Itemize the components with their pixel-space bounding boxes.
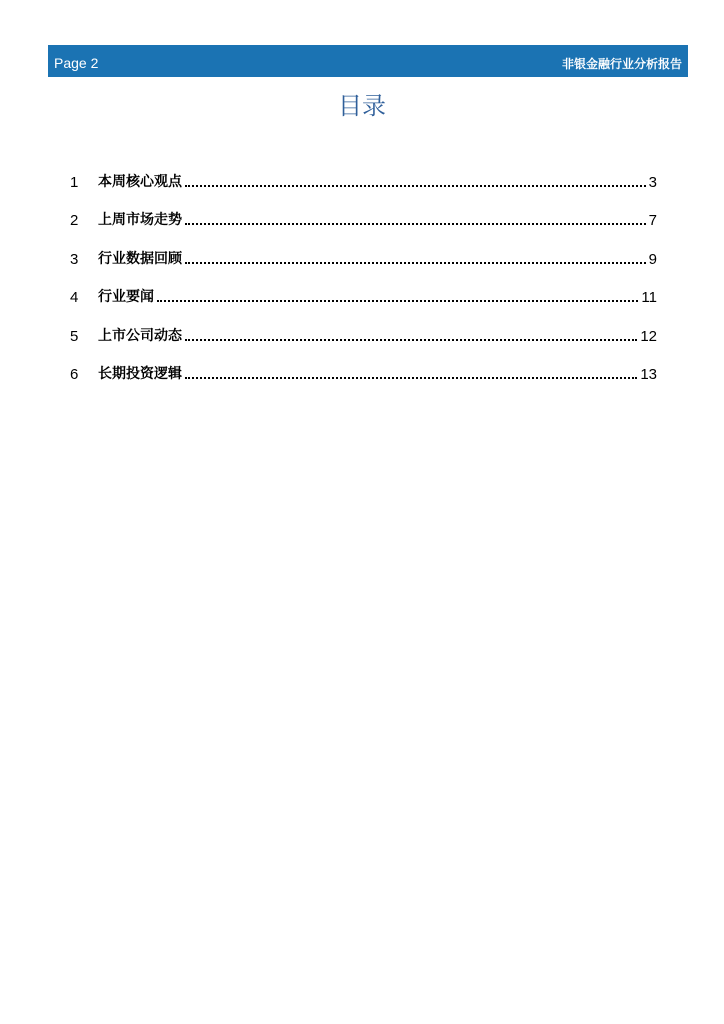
toc-dot-leader [185, 339, 637, 341]
toc-entry-text: 行业要闻 [98, 289, 154, 305]
toc-entry-number: 6 [70, 366, 79, 383]
toc-entry-company-updates[interactable] [70, 314, 657, 353]
toc-list [70, 160, 657, 391]
toc-entry-page: 7 [648, 212, 657, 229]
page-number-label: Page 2 [54, 55, 99, 71]
toc-entry-number: 5 [70, 327, 79, 345]
toc-entry-page: 9 [648, 250, 657, 268]
toc-entry-market-trend[interactable] [70, 199, 657, 238]
toc-entry-page: 3 [648, 173, 657, 191]
toc-entry-text: 上市公司动态 [98, 327, 182, 344]
toc-entry-text: 上周市场走势 [98, 212, 182, 228]
toc-entry-page: 12 [640, 327, 657, 345]
toc-entry-number: 4 [70, 289, 79, 306]
toc-entry-page: 11 [641, 289, 657, 306]
toc-entry-number: 2 [70, 212, 79, 229]
toc-entry-text: 长期投资逻辑 [98, 366, 182, 382]
page-header-bar [48, 45, 688, 77]
toc-entry-text: 行业数据回顾 [98, 250, 182, 267]
toc-title: 目录 [338, 92, 386, 120]
toc-entry-text: 本周核心观点 [98, 173, 182, 190]
toc-entry-long-term-logic[interactable] [70, 353, 657, 392]
toc-entry-number: 3 [70, 250, 79, 268]
toc-dot-leader [185, 262, 646, 264]
toc-dot-leader [185, 185, 646, 187]
report-title: 非银金融行业分析报告 [561, 56, 682, 71]
toc-dot-leader [185, 377, 637, 379]
toc-dot-leader [157, 300, 638, 302]
toc-entry-industry-data[interactable] [70, 237, 657, 276]
toc-entry-industry-news[interactable] [70, 276, 657, 315]
toc-dot-leader [185, 223, 646, 225]
toc-entry-page: 13 [640, 366, 657, 383]
toc-entry-number: 1 [70, 173, 79, 191]
toc-entry-core-views[interactable] [70, 160, 657, 199]
